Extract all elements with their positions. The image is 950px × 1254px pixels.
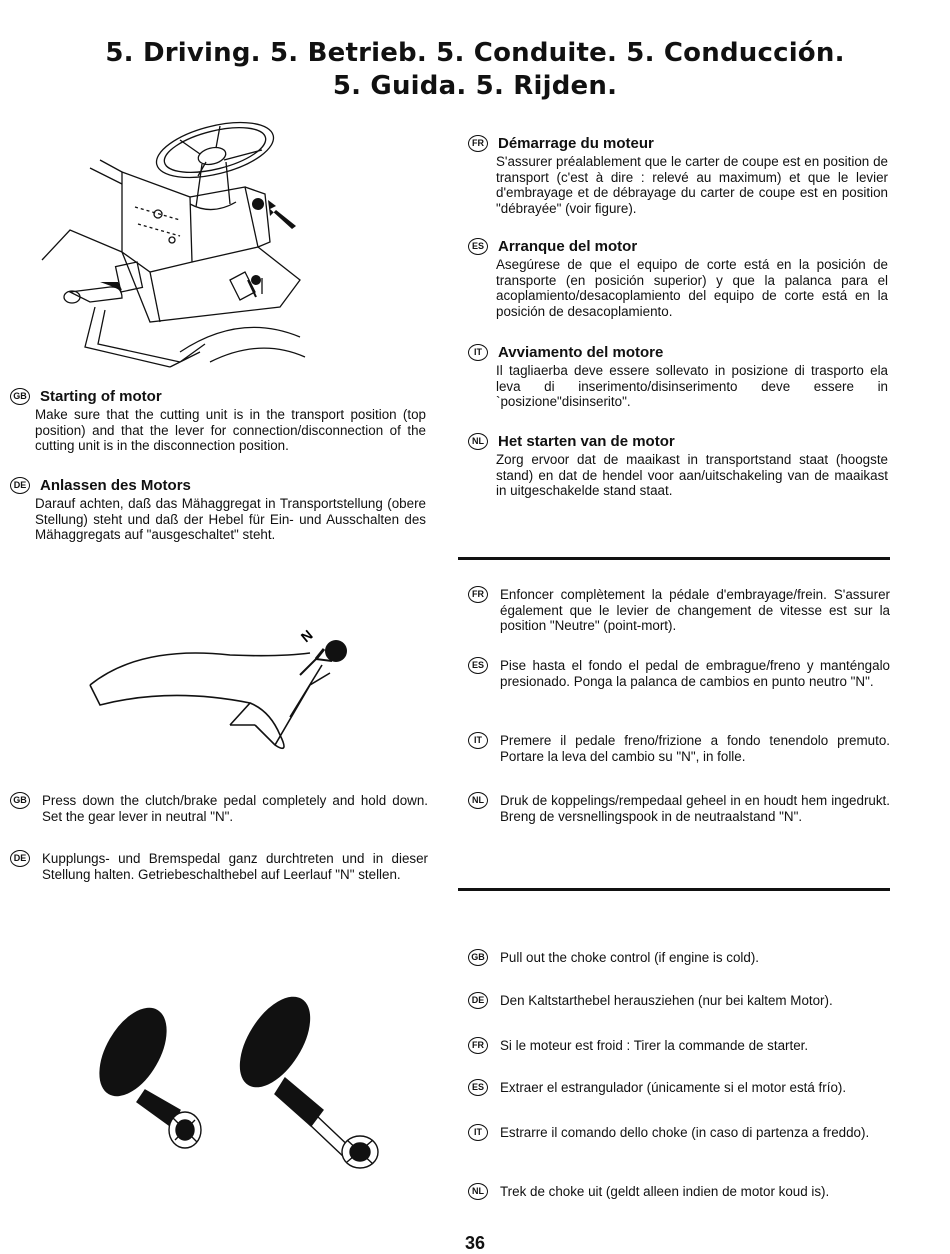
gb-language-badge: GB — [10, 388, 30, 405]
section-heading: Anlassen des Motors — [40, 477, 191, 494]
gb-language-badge: GB — [468, 949, 488, 966]
instruction-text: Trek de choke uit (geldt alleen indien de motor koud is). — [500, 1184, 830, 1199]
page-number: 36 — [464, 1233, 486, 1253]
instruction-choke-gb — [468, 950, 890, 966]
instruction-text: Enfoncer complètement la pédale d'embrayage/frein. S'assurer également que le levier de changement de vitesse est sur la position "Neutre" (point-mort). — [500, 587, 890, 633]
section-text: Zorg ervoor dat de maaikast in transportstand staat (hoogste stand) en dat de hendel voor aan/uitschakeling van de maaikast in uitgeschakelde stand staat. — [496, 452, 888, 498]
fr-language-badge: FR — [468, 1037, 488, 1054]
section-starting-fr — [468, 135, 888, 216]
page-title-line-2: 5. Guida. 5. Rijden. — [332, 71, 618, 101]
de-language-badge: DE — [10, 850, 30, 867]
section-heading: Arranque del motor — [498, 238, 638, 255]
it-language-badge: IT — [468, 1124, 488, 1141]
instruction-pedal-gb — [10, 793, 428, 824]
section-heading: Het starten van de motor — [498, 433, 675, 450]
instruction-text: Extraer el estrangulador (únicamente si el motor está frío). — [500, 1080, 847, 1095]
tractor-dashboard-illustration — [30, 112, 310, 384]
section-heading: Starting of motor — [40, 388, 162, 405]
choke-control-illustration — [85, 990, 395, 1175]
gear-lever-illustration — [80, 625, 360, 765]
section-starting-gb — [10, 388, 426, 454]
fr-language-badge: FR — [468, 135, 488, 152]
fr-language-badge: FR — [468, 586, 488, 603]
section-divider — [458, 557, 890, 560]
section-starting-de — [10, 477, 426, 543]
instruction-pedal-de — [10, 851, 428, 882]
instruction-text: Kupplungs- und Bremspedal ganz durchtreten und in dieser Stellung halten. Getriebeschalthebel auf Leerlauf "N" stellen. — [42, 851, 428, 882]
de-language-badge: DE — [468, 992, 488, 1009]
de-language-badge: DE — [10, 477, 30, 494]
instruction-pedal-it — [468, 733, 890, 764]
instruction-choke-it — [468, 1125, 890, 1141]
section-text: Il tagliaerba deve essere sollevato in posizione di trasporto ela leva di inserimento/disinserimento deve essere in `posizione"disinserito". — [496, 363, 888, 409]
section-text: Make sure that the cutting unit is in the transport position (top position) and that the lever for connection/disconnection of the cutting unit is in the disconnection position. — [35, 407, 426, 453]
section-divider — [458, 888, 890, 891]
section-starting-es — [468, 238, 888, 319]
instruction-text: Druk de koppelings/rempedaal geheel in en houdt hem ingedrukt. Breng de versnellingspook in de neutraalstand "N". — [500, 793, 890, 824]
es-language-badge: ES — [468, 657, 488, 674]
instruction-choke-de — [468, 993, 890, 1009]
instruction-text: Den Kaltstarthebel herausziehen (nur bei kaltem Motor). — [500, 993, 833, 1008]
instruction-pedal-nl — [468, 793, 890, 824]
section-text: S'assurer préalablement que le carter de coupe est en position de transport (c'est à dire : relevé au maximum) et que le levier d'embrayage et de débrayage du carter de coupe est en position "débrayée" (voir figure). — [496, 154, 888, 216]
section-heading: Démarrage du moteur — [498, 135, 654, 152]
instruction-text: Pise hasta el fondo el pedal de embrague/freno y manténgalo presionado. Ponga la palanca de cambios en punto neutro "N". — [500, 658, 890, 689]
it-language-badge: IT — [468, 732, 488, 749]
es-language-badge: ES — [468, 238, 488, 255]
instruction-text: Estrarre il comando dello choke (in caso di partenza a freddo). — [500, 1125, 870, 1140]
page-title-line-1: 5. Driving. 5. Betrieb. 5. Conduite. 5. Conducción. — [105, 38, 845, 68]
gear-neutral-label: N — [297, 626, 316, 646]
gb-language-badge: GB — [10, 792, 30, 809]
instruction-pedal-fr — [468, 587, 890, 634]
instruction-choke-fr — [468, 1038, 890, 1054]
instruction-choke-nl — [468, 1184, 890, 1200]
instruction-text: Si le moteur est froid : Tirer la commande de starter. — [500, 1038, 809, 1053]
instruction-text: Pull out the choke control (if engine is cold). — [500, 950, 760, 965]
section-starting-nl — [468, 433, 888, 499]
instruction-choke-es — [468, 1080, 890, 1096]
it-language-badge: IT — [468, 344, 488, 361]
nl-language-badge: NL — [468, 1183, 488, 1200]
nl-language-badge: NL — [468, 792, 488, 809]
section-starting-it — [468, 344, 888, 410]
section-text: Asegúrese de que el equipo de corte está en la posición de transporte (en posición superior) y que la palanca para el acoplamiento/desacoplamiento del equipo de corte está en la posición de desacoplamiento. — [496, 257, 888, 319]
section-heading: Avviamento del motore — [498, 344, 664, 361]
instruction-text: Premere il pedale freno/frizione a fondo tenendolo premuto. Portare la leva del cambio su "N", in folle. — [500, 733, 890, 764]
section-text: Darauf achten, daß das Mähaggregat in Transportstellung (obere Stellung) steht und daß der Hebel für Ein- und Ausschalten des Mähaggregats auf "ausgeschaltet" steht. — [35, 496, 426, 542]
nl-language-badge: NL — [468, 433, 488, 450]
instruction-text: Press down the clutch/brake pedal completely and hold down. Set the gear lever in neutral "N". — [42, 793, 428, 824]
instruction-pedal-es — [468, 658, 890, 689]
es-language-badge: ES — [468, 1079, 488, 1096]
